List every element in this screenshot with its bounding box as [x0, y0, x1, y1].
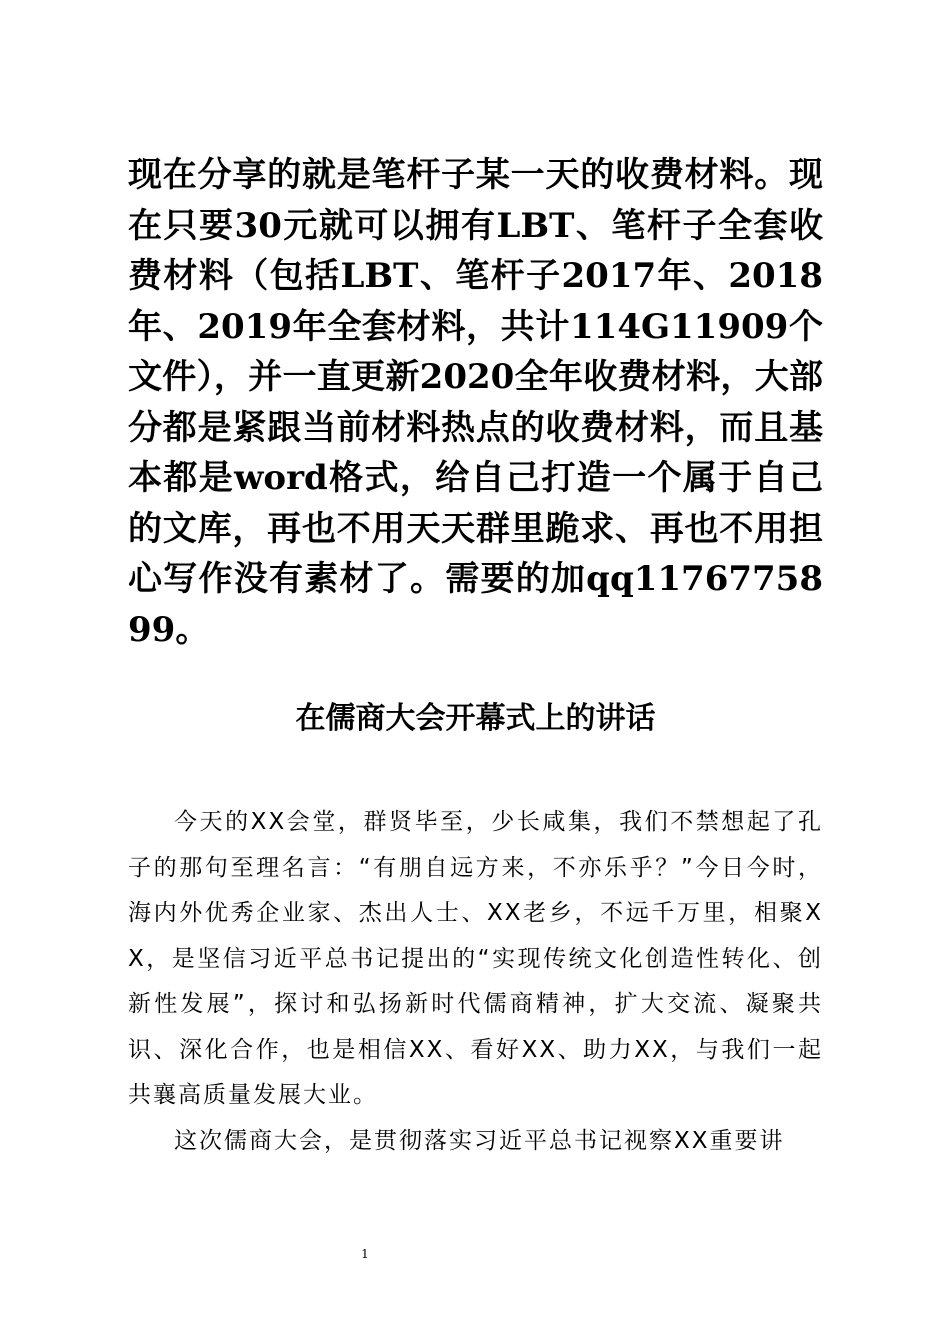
- document-body: [128, 800, 823, 1164]
- document-title: 在儒商大会开幕式上的讲话: [295, 701, 656, 736]
- body-paragraph-1: 今天的XX会堂，群贤毕至，少长咸集，我们不禁想起了孔子的那句至理名言：“有朋自远方来，不亦乐乎？”今日今时，海内外优秀企业家、杰出人士、XX老乡，不远千万里，相聚XX，是坚信习近平总书记提出的“实现传统文化创造性转化、创新性发展”，探讨和弘扬新时代儒商精神，扩大交流、凝聚共识、深化合作，也是相信XX、看好XX、助力XX，与我们一起共襄高质量发展大业。: [128, 809, 823, 1108]
- body-paragraph-2: 这次儒商大会，是贯彻落实习近平总书记视察XX重要讲: [174, 1127, 785, 1154]
- promo-paragraph: 现在分享的就是笔杆子某一天的收费材料。现在只要30元就可以拥有LBT、笔杆子全套收费材料（包括LBT、笔杆子2017年、2018年、2019年全套材料，共计114G11909个文件），并一直更新2020全年收费材料，大部分都是紧跟当前材料热点的收费材料，而且基本都是word格式，给自己打造一个属于自己的文库，再也不用天天群里跪求、再也不用担心写作没有素材了。需要的加qq1176775899。: [128, 155, 823, 650]
- page-number: 1: [361, 1247, 369, 1261]
